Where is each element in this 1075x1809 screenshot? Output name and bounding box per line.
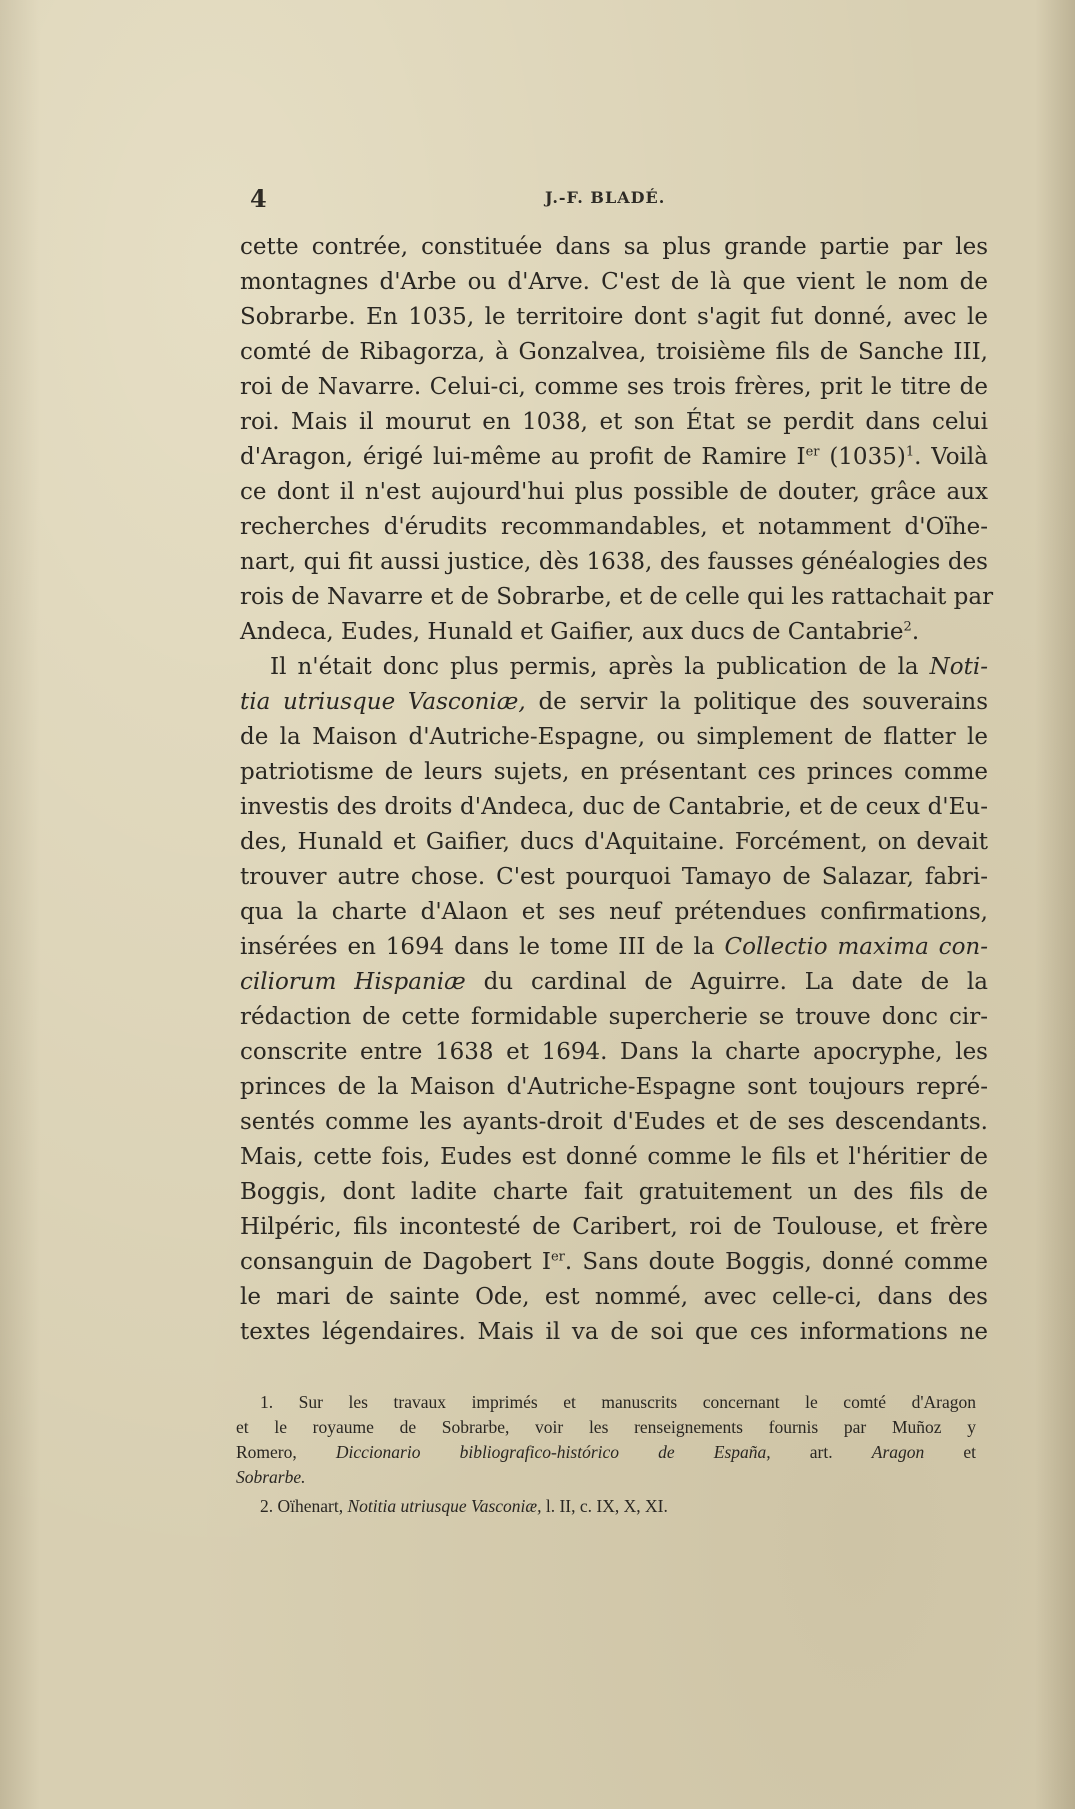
text-fragment: et [963,1442,977,1462]
text-line: rois de Navarre et de Sobrarbe, et de celle qui les rattachait par [240,584,994,610]
text-fragment: de servir la politique des souverains [538,689,989,715]
text-line: investis des droits d'Andeca, duc de Cantabrie, et de ceux d'Eu- [240,794,988,820]
footnotes [236,1390,976,1519]
text-fragment: (1035) [819,444,906,470]
text-fragment: insérées en 1694 dans le tome III de la [240,934,715,960]
text-line [240,615,988,650]
text-line: Boggis, dont ladite charte fait gratuitement un des fils de [240,1179,988,1205]
footnote-line [236,1465,976,1490]
text-line: Hilpéric, fils incontesté de Caribert, roi de Toulouse, et frère [240,1214,988,1240]
italic-title: Noti- [929,654,989,680]
text-line: conscrite entre 1638 et 1694. Dans la charte apocryphe, les [240,1039,988,1065]
footnote-ref: 1 [905,444,915,460]
italic-title: Collectio maxima con- [724,934,988,960]
text-fragment: . Sans doute Boggis, donné comme [564,1249,988,1275]
page-number: 4 [250,184,267,213]
text-line [240,965,988,1000]
text-fragment: Andeca, Eudes, Hunald et Gaifier, aux ducs de Cantabrie [240,619,904,645]
text-fragment: du cardinal de Aguirre. La date de la [483,969,988,995]
footnote-line: et le royaume de Sobrarbe, voir les renseignements fournis par Muñoz y [236,1417,976,1437]
text-line: nart, qui fit aussi justice, dès 1638, des fausses généalogies des [240,549,988,575]
italic-title: Notitia utriusque Vasconiæ, [347,1496,542,1516]
text-line: patriotisme de leurs sujets, en présentant ces princes comme [240,759,988,785]
text-fragment: l. II, c. IX, X, XI. [545,1496,668,1516]
footnote-line [236,1494,976,1519]
text-line: recherches d'érudits recommandables, et notamment d'Oïhe- [240,514,988,540]
text-line: Sobrarbe. En 1035, le territoire dont s'agit fut donné, avec le [240,304,988,330]
text-line: roi. Mais il mourut en 1038, et son État se perdit dans celui [240,409,988,435]
text-fragment: . [911,619,920,645]
text-fragment: d'Aragon, érigé lui-même au profit de Ramire I [240,444,806,470]
italic-title: Diccionario bibliografico-histórico de España, [335,1442,771,1462]
footnote-ref: 2 [903,619,912,635]
text-line: sentés comme les ayants-droit d'Eudes et de ses descendants. [240,1109,988,1135]
text-line: de la Maison d'Autriche-Espagne, ou simplement de flatter le [240,724,988,750]
text-line: roi de Navarre. Celui-ci, comme ses trois frères, prit le titre de [240,374,988,400]
text-line: des, Hunald et Gaifier, ducs d'Aquitaine. Forcément, on devait [240,829,988,855]
running-header [250,184,990,214]
text-line: le mari de sainte Ode, est nommé, avec celle-ci, dans des [240,1284,988,1310]
text-fragment: . Voilà [914,444,988,470]
italic-title: Sobrarbe. [236,1467,306,1487]
text-line: qua la charte d'Alaon et ses neuf prétendues confirmations, [240,899,988,925]
text-fragment: art. [809,1442,833,1462]
text-line: ce dont il n'est aujourd'hui plus possible de douter, grâce aux [240,479,988,505]
footnote-line [236,1440,976,1465]
superscript: er [805,444,820,460]
text-line [240,440,988,475]
text-line: trouver autre chose. C'est pourquoi Tamayo de Salazar, fabri- [240,864,988,890]
text-fragment: Il n'était donc plus permis, après la publication de la [270,654,919,680]
text-line: Mais, cette fois, Eudes est donné comme le fils et l'héritier de [240,1144,988,1170]
main-text [240,230,994,1350]
italic-title: tia utriusque Vasconiæ, [240,689,526,715]
text-fragment: consanguin de Dagobert I [240,1249,551,1275]
text-line: rédaction de cette formidable supercherie se trouve donc cir- [240,1004,988,1030]
text-line: cette contrée, constituée dans sa plus grande partie par les [240,234,988,260]
italic-title: ciliorum Hispaniæ [240,969,466,995]
footnote-line: 1. Sur les travaux imprimés et manuscrits concernant le comté d'Aragon [260,1392,976,1412]
running-title-author: J.-F. BLADÉ. [545,188,666,207]
superscript: er [550,1249,565,1265]
text-fragment: Romero, [236,1442,297,1462]
text-line: princes de la Maison d'Autriche-Espagne sont toujours repré- [240,1074,988,1100]
text-line [240,930,988,965]
text-fragment: 2. Oïhenart, [260,1496,344,1516]
text-line: comté de Ribagorza, à Gonzalvea, troisième fils de Sanche III, [240,339,988,365]
text-line [240,650,988,685]
text-line: montagnes d'Arbe ou d'Arve. C'est de là que vient le nom de [240,269,988,295]
text-line [240,685,988,720]
text-line: textes légendaires. Mais il va de soi que ces informations ne [240,1319,988,1345]
italic-title: Aragon [871,1442,925,1462]
text-line [240,1245,988,1280]
